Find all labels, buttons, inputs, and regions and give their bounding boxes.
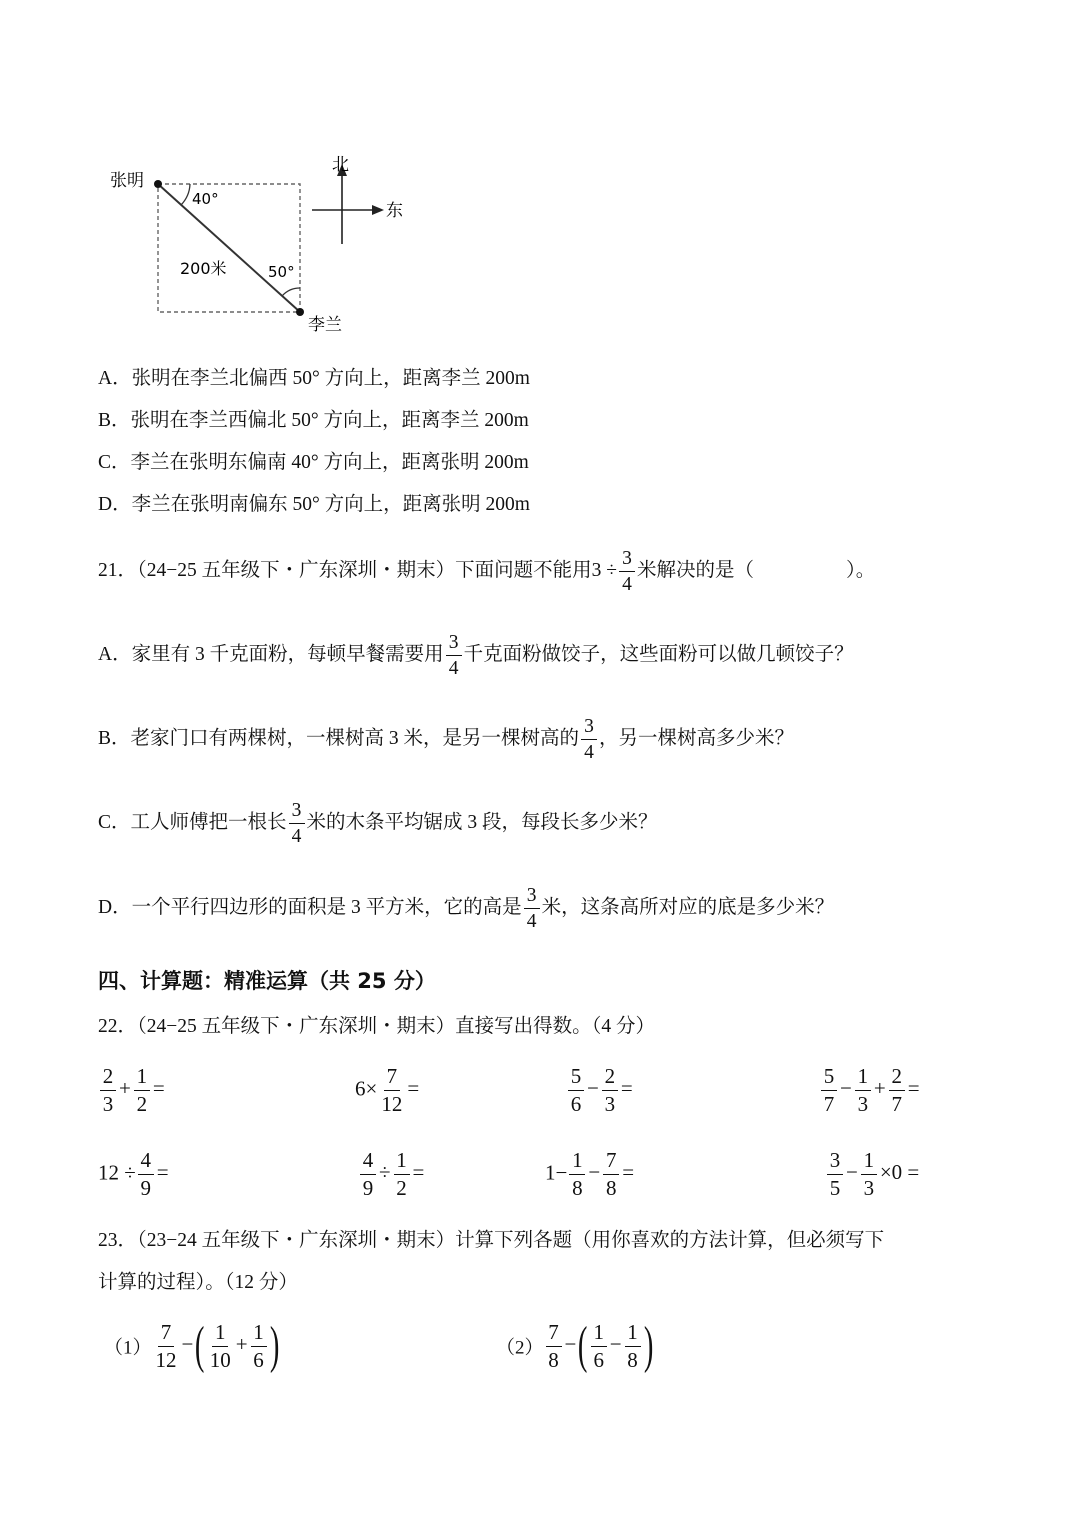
li-label: 李兰	[308, 315, 342, 335]
whole-number: 6×	[355, 1076, 378, 1101]
fraction-den: 2	[396, 1176, 407, 1200]
fraction-num: 7	[603, 1150, 619, 1175]
fraction	[360, 1150, 376, 1199]
fraction	[251, 1319, 267, 1372]
fraction-den: 8	[605, 1176, 617, 1200]
fraction	[602, 1066, 618, 1115]
q21-option-c-fraction	[289, 801, 305, 847]
fraction-den: 8	[572, 1176, 583, 1200]
fraction-den: 9	[140, 1176, 152, 1200]
q21-option-a-pre: A．家里有 3 千克面粉，每顿早餐需要用	[98, 644, 444, 665]
equals: =	[407, 1076, 420, 1101]
fraction-num: 7	[546, 1322, 562, 1347]
fraction-num: 7	[158, 1322, 174, 1347]
q21-option-d	[98, 883, 834, 933]
operator: ÷	[379, 1160, 391, 1185]
q22-expr-6	[358, 1150, 425, 1199]
right-paren: )	[269, 1317, 279, 1374]
q22-expr-8	[825, 1150, 920, 1199]
q23-problem-1	[104, 1317, 280, 1374]
fraction-num: 2	[100, 1066, 116, 1091]
equals: =	[907, 1076, 920, 1101]
fraction-den: 5	[829, 1176, 841, 1200]
fraction	[568, 1066, 584, 1115]
fraction-num: 1	[251, 1322, 267, 1347]
fraction	[394, 1150, 410, 1199]
fraction-den: 8	[548, 1347, 559, 1372]
q21-option-b	[98, 714, 794, 764]
fraction-den: 4	[291, 826, 302, 848]
q21-option-b-post: ，另一棵树高多少米？	[599, 728, 795, 749]
fraction	[591, 1319, 607, 1372]
fraction-den: 10	[209, 1347, 231, 1372]
fraction	[154, 1319, 179, 1372]
fraction	[889, 1066, 905, 1115]
q22-expr-3	[566, 1066, 634, 1115]
fraction-den: 3	[102, 1092, 114, 1116]
fraction-den: 12	[155, 1347, 177, 1372]
fraction-num: 7	[384, 1066, 400, 1091]
fraction	[861, 1150, 877, 1199]
fraction	[138, 1150, 154, 1199]
fraction-num: 1	[855, 1066, 871, 1091]
fraction	[208, 1319, 233, 1372]
fraction-num: 1	[212, 1322, 228, 1347]
q23-problem-2	[496, 1317, 654, 1374]
angle-bottom-label: 50°	[268, 263, 295, 281]
fraction	[569, 1150, 585, 1199]
fraction-den: 3	[604, 1092, 616, 1116]
q21-expr-left: 3 ÷	[591, 560, 617, 581]
fraction-den: 3	[857, 1092, 869, 1116]
fraction	[855, 1066, 871, 1115]
q22-stem: 22．（24−25 五年级下・广东深圳・期末）直接写出得数。（4 分）	[98, 1016, 655, 1037]
q21-option-d-fraction	[524, 886, 540, 932]
fraction-num: 3	[524, 886, 540, 910]
problem-label: （2）	[496, 1337, 544, 1359]
fraction-num: 5	[568, 1066, 584, 1091]
operator: −	[846, 1160, 858, 1185]
east-arrow-icon	[372, 205, 384, 215]
tail-expression: ×0 =	[879, 1160, 920, 1185]
fraction-den: 7	[823, 1092, 835, 1116]
fraction-den: 2	[136, 1092, 148, 1116]
q21-fraction	[619, 549, 635, 595]
q20-option-a: A．张明在李兰北偏西 50° 方向上，距离李兰 200m	[98, 368, 530, 389]
angle-arc-top	[181, 184, 190, 205]
operator: +	[873, 1076, 886, 1101]
fraction-num: 3	[827, 1150, 843, 1175]
q21-option-d-post: 米，这条高所对应的底是多少米？	[541, 897, 835, 918]
q20-option-d: D．李兰在张明南偏东 50° 方向上，距离张明 200m	[98, 494, 530, 515]
q21-option-c	[98, 798, 658, 848]
fraction-num: 4	[360, 1150, 376, 1175]
direction-figure	[100, 150, 420, 340]
fraction	[821, 1066, 837, 1115]
fraction	[625, 1319, 641, 1372]
problem-label: （1）	[104, 1337, 152, 1359]
operator: −	[609, 1331, 622, 1356]
q21-prefix: 21．（24−25 五年级下・广东深圳・期末）下面问题不能用	[98, 560, 592, 581]
q22-expr-1	[98, 1066, 166, 1115]
fraction-den: 9	[362, 1176, 374, 1200]
right-paren: )	[643, 1317, 653, 1374]
li-point	[296, 308, 304, 316]
path-line	[158, 184, 300, 312]
q21-stem	[98, 546, 875, 596]
fraction-num: 2	[602, 1066, 618, 1091]
fraction-den: 4	[584, 742, 594, 764]
operator: +	[119, 1076, 131, 1101]
fraction-den: 6	[570, 1092, 582, 1116]
fraction	[379, 1066, 404, 1115]
fraction-num: 4	[138, 1150, 154, 1175]
fraction-den: 3	[863, 1176, 875, 1200]
fraction-num: 5	[821, 1066, 837, 1091]
fraction-num: 1	[394, 1150, 410, 1175]
whole-number: 1−	[545, 1160, 568, 1185]
fraction-num: 1	[569, 1150, 585, 1175]
q21-option-a-post: 千克面粉做饺子，这些面粉可以做几顿饺子？	[463, 644, 854, 665]
q21-suffix: 米解决的是（	[636, 560, 754, 581]
whole-number: 12 ÷	[98, 1160, 136, 1185]
fraction	[100, 1066, 116, 1115]
q21-option-c-pre: C．工人师傅把一根长	[98, 812, 287, 833]
q21-option-c-post: 米的木条平均锯成 3 段，每段长多少米？	[306, 812, 658, 833]
equals: =	[412, 1160, 425, 1185]
fraction-den: 7	[891, 1092, 902, 1116]
north-label: 北	[332, 155, 349, 175]
fraction-num: 2	[889, 1066, 905, 1091]
q21-option-d-pre: D．一个平行四边形的面积是 3 平方米，它的高是	[98, 897, 522, 918]
distance-label: 200米	[180, 259, 227, 278]
q21-den: 4	[622, 574, 632, 596]
fraction	[134, 1066, 150, 1115]
fraction-den: 8	[627, 1347, 638, 1372]
fraction-num: 3	[581, 717, 597, 741]
q20-option-b: B．张明在李兰西偏北 50° 方向上，距离李兰 200m	[98, 410, 529, 431]
q22-expr-7	[545, 1150, 635, 1199]
fraction-num: 1	[625, 1322, 641, 1347]
operator: +	[235, 1331, 248, 1356]
q22-expr-5	[98, 1150, 170, 1199]
operator: −	[840, 1076, 852, 1101]
equals: =	[152, 1076, 165, 1101]
zhang-point	[154, 180, 162, 188]
angle-arc-bottom	[282, 288, 300, 296]
q21-end: ）。	[845, 560, 876, 581]
fraction-num: 1	[861, 1150, 877, 1175]
left-paren: (	[578, 1317, 588, 1374]
fraction-num: 1	[591, 1322, 607, 1347]
angle-top-label: 40°	[192, 190, 219, 208]
fraction-num: 3	[446, 633, 462, 657]
q23-stem-line2: 计算的过程）。（12 分）	[98, 1272, 298, 1293]
left-paren: (	[195, 1317, 205, 1374]
operator: −	[588, 1160, 601, 1185]
q21-option-b-fraction	[581, 717, 597, 763]
east-label: 东	[386, 201, 403, 221]
zhang-label: 张明	[110, 171, 144, 191]
q21-num: 3	[619, 549, 635, 573]
fraction-den: 4	[526, 911, 537, 933]
fraction-num: 3	[289, 801, 305, 825]
fraction-den: 12	[381, 1092, 403, 1116]
q20-option-c: C．李兰在张明东偏南 40° 方向上，距离张明 200m	[98, 452, 529, 473]
fraction-num: 1	[134, 1066, 150, 1091]
q21-option-b-pre: B．老家门口有两棵树，一棵树高 3 米，是另一棵树高的	[98, 728, 580, 749]
operator: −	[181, 1331, 194, 1356]
operator: −	[587, 1076, 599, 1101]
fraction	[546, 1319, 562, 1372]
fraction	[603, 1150, 619, 1199]
q22-expr-4	[819, 1066, 921, 1115]
fraction-den: 6	[593, 1347, 604, 1372]
q21-option-a-fraction	[446, 633, 462, 679]
fraction	[827, 1150, 843, 1199]
fraction-den: 6	[253, 1347, 264, 1372]
q21-option-a	[98, 630, 854, 680]
fraction-den: 4	[448, 658, 459, 680]
equals: =	[156, 1160, 169, 1185]
equals: =	[620, 1076, 633, 1101]
equals: =	[622, 1160, 635, 1185]
section-heading: 四、计算题：精准运算（共 25 分）	[98, 969, 436, 993]
q23-stem-line1: 23．（23−24 五年级下・广东深圳・期末）计算下列各题（用你喜欢的方法计算，但必须写下	[98, 1230, 885, 1251]
operator: −	[564, 1331, 577, 1356]
q22-expr-2	[355, 1066, 420, 1115]
